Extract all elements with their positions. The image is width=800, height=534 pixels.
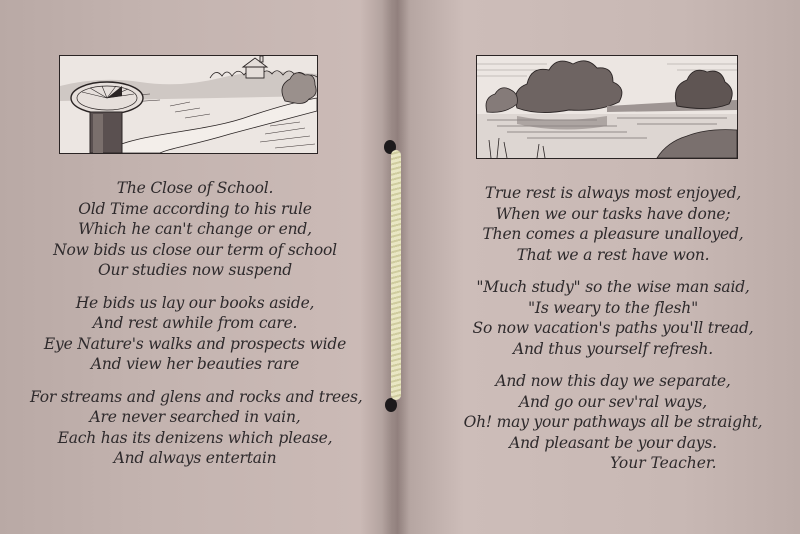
poem-line: And thus yourself refresh.	[513, 339, 713, 358]
poem-line: Now bids us close our term of school	[53, 240, 337, 259]
poem-line: And now this day we separate,	[495, 372, 731, 390]
poem-line: So now vacation's paths you'll tread,	[472, 319, 754, 337]
stanza-break	[448, 265, 778, 277]
poem-line: Then comes a pleasure unalloyed,	[482, 225, 744, 243]
stanza-break	[448, 359, 778, 371]
poem-line: Which he can't change or end,	[78, 220, 312, 238]
poem-close-of-school	[30, 178, 363, 469]
poem-line: And view her beauties rare	[90, 355, 300, 373]
poem-line: Are never searched in vain,	[89, 408, 301, 426]
binding-hole-bottom	[385, 398, 397, 412]
poem-line: Eye Nature's walks and prospects wide	[43, 334, 347, 353]
river-trees-engraving	[476, 55, 738, 159]
poem-title: The Close of School.	[116, 179, 274, 197]
sundial-landscape-engraving	[59, 55, 318, 154]
signature: Your Teacher.	[610, 454, 717, 472]
poem-line: Old Time according to his rule	[78, 199, 312, 218]
poem-line: "Much study" so the wise man said,	[476, 278, 750, 296]
poem-line: When we our tasks have done;	[495, 204, 731, 223]
poem-line: And go our sev'ral ways,	[519, 392, 707, 411]
river-illustration	[477, 56, 737, 158]
stanza-break	[30, 281, 360, 293]
poem-line: "Is weary to the flesh"	[527, 298, 699, 317]
poem-line: And always entertain	[113, 449, 277, 467]
poem-line: And pleasant be your days.	[509, 433, 717, 452]
poem-line: For streams and glens and rocks and trees,	[30, 387, 363, 406]
poem-line: That we a rest have won.	[516, 245, 710, 264]
poem-line: Each has its denizens which please,	[57, 428, 333, 447]
poem-line: And rest awhile from care.	[92, 314, 298, 332]
poem-line: Our studies now suspend	[98, 261, 292, 279]
sundial-illustration	[60, 56, 317, 153]
poem-line: True rest is always most enjoyed,	[484, 184, 742, 202]
binding-cord	[391, 150, 401, 400]
stanza-break	[30, 375, 360, 387]
poem-line: Oh! may your pathways all be straight,	[463, 413, 763, 431]
poem-line: He bids us lay our books aside,	[75, 293, 315, 312]
poem-continued	[448, 183, 778, 453]
